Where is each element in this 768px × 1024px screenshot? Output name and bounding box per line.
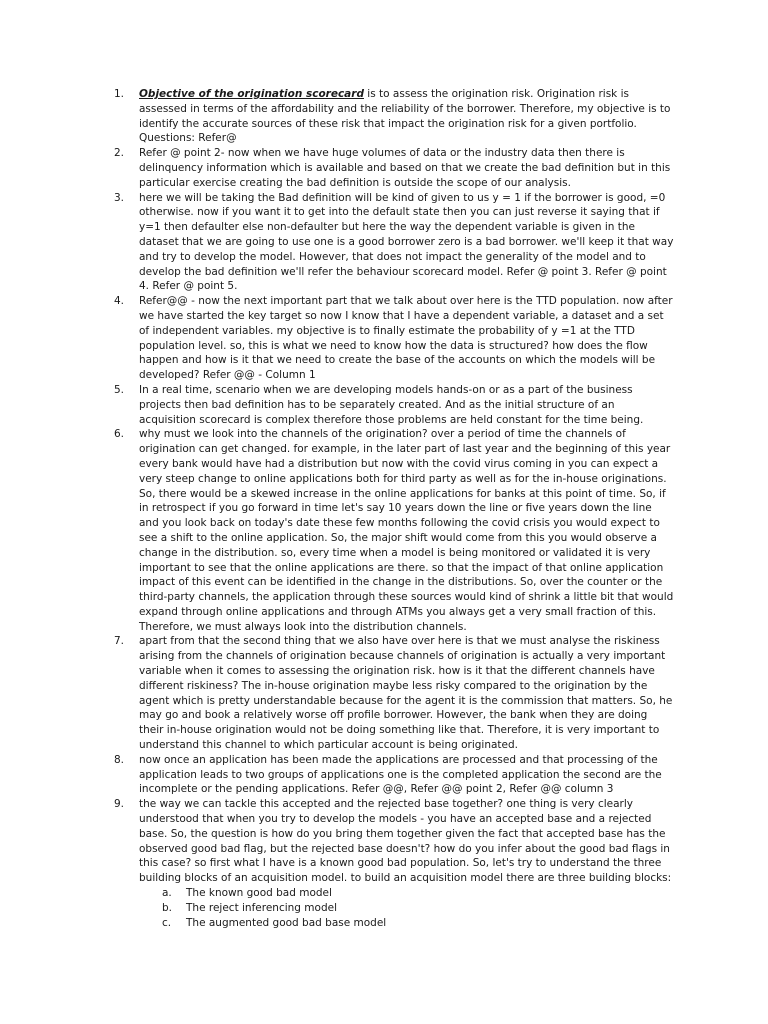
list-item [114, 294, 674, 383]
list-item [114, 753, 674, 797]
item-text: In a real time, scenario when we are developing models hands-on or as a part of the business projects then bad definition has to be separately created. And as the initial structure of an acquisition scorecard is complex therefore those problems are held constant for the time being. [139, 383, 644, 426]
sub-item-text: The augmented good bad base model [186, 916, 387, 929]
item-number: 5. [114, 383, 125, 396]
item-text: Refer@@ - now the next important part that we talk about over here is the TTD population. now after we have started the key target so now I know that I have a dependent variable, a dataset and a set of independent variables. my objective is to finally estimate the probability of y =1 at the TTD population level. so, this is what we need to know how the data is structured? how does the flow happen and how is it that we need to create the base of the accounts on which the models will be developed? Refer @@ - Column 1 [139, 295, 673, 382]
list-item [114, 87, 674, 146]
item-text: now once an application has been made the applications are processed and that processing of the application leads to two groups of applications one is the completed application the second are the incomplete or the pending applications. Refer @@, Refer @@ point 2, Refer @@ column 3 [139, 753, 662, 796]
item-text: apart from that the second thing that we also have over here is that we must analyse the riskiness arising from the channels of origination because channels of origination is actually a very important variable when it comes to assessing the origination risk. how is it that the different channels have different riskiness? The in-house origination maybe less risky compared to the origination by the agent which is pretty understandable because for the agent it is the commission that matters. So, he may go and book a relatively worse off profile borrower. However, the bank when they are doing their in-house origination would not be doing something like that. Therefore, it is very important to understand this channel to which particular account is being originated. [139, 635, 673, 752]
item-lead-heading: Objective of the origination scorecard [139, 88, 364, 100]
item-number: 1. [114, 88, 125, 100]
item-text: why must we look into the channels of the origination? over a period of time the channels of origination can get changed. for example, in the later part of last year and the beginning of this year every bank would have had a distribution but now with the covid virus coming in you can expect a very steep change to online applications both for third party as well as for the in-house originations. So, there would be a skewed increase in the online applications for banks at this point of time. So, if in retrospect if you go forward in time let's say 10 years down the line or five years down the line and you look back on today's date these few months following the covid crisis you would expect to see a shift to the online application. So, the major shift would come from this you would observe a change in the distribution. so, every time when a model is being monitored or validated it is very important to see that the online applications are there. so that the impact of that online application impact of this event can be identified in the change in the distributions. So, over the counter or the third-party channels, the application through these sources would kind of shrink a little bit that would expand through online applications and through ATMs you always get a very small fraction of this. Therefore, we must always look into the distribution channels. [139, 428, 674, 633]
sub-list-item [139, 901, 674, 916]
item-number: 3. [114, 191, 125, 204]
sub-item-letter: b. [162, 901, 173, 914]
item-text: Refer @ point 2- now when we have huge volumes of data or the industry data then there is delinquency information which is available and based on that we create the bad definition but in this particular exercise creating the bad definition is outside the scope of our analysis. [139, 147, 671, 189]
list-item [114, 797, 674, 930]
item-number: 4. [114, 295, 125, 308]
sub-list [139, 886, 674, 930]
sub-item-letter: a. [162, 887, 172, 900]
item-number: 2. [114, 147, 125, 160]
sub-item-letter: c. [162, 916, 172, 929]
sub-list-item [139, 886, 674, 901]
list-item [114, 191, 674, 295]
list-item [114, 383, 674, 427]
list-item [114, 427, 674, 634]
sub-list-item [139, 916, 674, 931]
item-number: 6. [114, 428, 125, 441]
numbered-list [114, 87, 674, 930]
sub-item-text: The known good bad model [186, 887, 332, 900]
item-text: here we will be taking the Bad definition will be kind of given to us y = 1 if the borrower is good, =0 otherwise. now if you want it to get into the default state then you can just reverse it saying that if y=1 then defaulter else non-defaulter but here the way the dependent variable is given in the dataset that we are going to use one is a good borrower zero is a bad borrower. we'll keep it that way and try to develop the model. However, that does not impact the generality of the model and to develop the bad definition we'll refer the behaviour scorecard model. Refer @ point 3. Refer @ point 4. Refer @ point 5. [139, 191, 674, 293]
item-number: 8. [114, 753, 125, 766]
list-item [114, 634, 674, 752]
item-number: 7. [114, 635, 125, 648]
item-text: is to assess the origination risk. Origination risk is assessed in terms of the affordability and the reliability of the borrower. Therefore, my objective is to identify the accurate sources of these risk that impact the origination risk for a given portfolio. Questions: Refer@ [139, 88, 671, 145]
item-text: the way we can tackle this accepted and the rejected base together? one thing is very clearly understood that when you try to develop the models - you have an accepted base and a rejected base. So, the question is how do you bring them together given the fact that accepted base has the observed good bad flag, but the rejected base doesn't? how do you infer about the good bad flags in this case? so first what I have is a known good bad population. So, let's try to understand the three building blocks of an acquisition model. to build an acquisition model there are three building blocks: [139, 798, 672, 885]
list-item [114, 146, 674, 190]
item-number: 9. [114, 798, 125, 811]
sub-item-text: The reject inferencing model [186, 901, 337, 914]
